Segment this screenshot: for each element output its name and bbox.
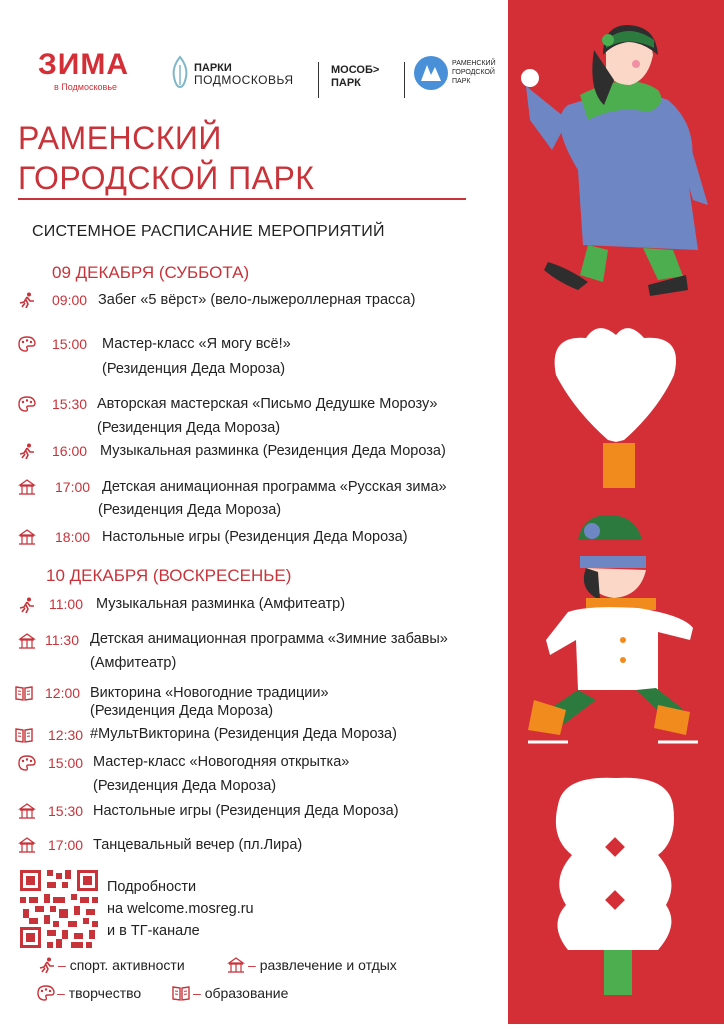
day-heading-sunday: 10 ДЕКАБРЯ (ВОСКРЕСЕНЬЕ)	[46, 566, 291, 586]
event-time: 11:30	[45, 632, 79, 648]
legend-edu	[193, 985, 288, 1001]
event-location: (Резиденция Деда Мороза)	[90, 700, 273, 722]
event-time: 09:00	[52, 292, 87, 308]
event-title: Музыкальная разминка (Амфитеатр)	[96, 593, 345, 615]
book-icon	[15, 727, 33, 743]
event-time: 15:30	[52, 396, 87, 412]
event-title: Авторская мастерская «Письмо Дедушке Морозу»	[97, 393, 437, 415]
event-title: Настольные игры (Резиденция Деда Мороза)	[102, 526, 408, 548]
qr-code[interactable]	[20, 870, 98, 948]
event-time: 15:00	[52, 336, 87, 352]
palette-icon	[18, 755, 36, 771]
event-time: 17:00	[48, 837, 83, 853]
legend-fun	[248, 957, 397, 973]
palette-icon	[18, 336, 36, 352]
zima-logo: ЗИМА	[38, 50, 129, 80]
event-location: (Резиденция Деда Мороза)	[98, 499, 281, 521]
winter-illustrations	[508, 0, 724, 1024]
book-icon	[15, 685, 33, 701]
more-info-line3: и в ТГ-канале	[107, 920, 254, 942]
event-time: 16:00	[52, 443, 87, 459]
event-title: Мастер-класс «Новогодняя открытка»	[93, 751, 349, 773]
event-title: Настольные игры (Резиденция Деда Мороза)	[93, 800, 399, 822]
legend-dash: –	[58, 957, 66, 973]
legend-fun-label: развлечение и отдых	[260, 957, 397, 973]
legend-creative-label: творчество	[69, 985, 142, 1001]
page-title-line2: ГОРОДСКОЙ ПАРК	[18, 158, 314, 198]
day-heading-saturday: 09 ДЕКАБРЯ (СУББОТА)	[52, 263, 249, 283]
more-info-text	[107, 876, 254, 942]
parki-logo	[194, 62, 294, 87]
parki-logo-line1: ПАРКИ	[194, 62, 294, 74]
event-title: Танцевальный вечер (пл.Лира)	[93, 834, 302, 856]
event-location: (Резиденция Деда Мороза)	[93, 775, 276, 797]
legend-dash: –	[248, 957, 256, 973]
decorative-panel	[508, 0, 724, 1024]
event-title: Мастер-класс «Я могу всё!»	[102, 333, 291, 355]
more-info-line1: Подробности	[107, 876, 254, 898]
legend-dash: –	[193, 985, 201, 1001]
carousel-icon	[18, 837, 36, 853]
carousel-icon	[18, 803, 36, 819]
event-title: Викторина «Новогодние традиции»	[90, 682, 329, 704]
ramenskiy-park-logo-line1: РАМЕНСКИЙ	[452, 60, 496, 69]
white-tree-2-illustration	[556, 778, 674, 995]
ramenskiy-park-logo-line2: ГОРОДСКОЙ	[452, 69, 496, 78]
palette-icon	[18, 396, 36, 412]
palette-icon	[37, 985, 55, 1001]
carousel-icon	[227, 957, 245, 973]
event-location: (Резиденция Деда Мороза)	[102, 358, 285, 380]
legend-creative	[57, 985, 141, 1001]
runner-icon	[18, 292, 36, 308]
event-time: 12:00	[45, 685, 80, 701]
ramenskiy-park-logo	[452, 60, 496, 86]
legend-sport-label: спорт. активности	[70, 957, 185, 973]
logo-divider	[318, 62, 319, 98]
book-icon	[172, 985, 190, 1001]
schedule-subtitle: СИСТЕМНОЕ РАСПИСАНИЕ МЕРОПРИЯТИЙ	[32, 223, 385, 241]
mosobpark-logo	[331, 64, 379, 90]
event-title: Детская анимационная программа «Зимние забавы»	[90, 628, 448, 650]
event-location: (Амфитеатр)	[90, 652, 176, 674]
ramenskiy-park-logo-icon	[413, 55, 449, 91]
page-title-line1: РАМЕНСКИЙ	[18, 118, 314, 158]
zima-logo-subtitle: в Подмосковье	[54, 82, 117, 92]
legend-sport	[58, 957, 185, 973]
event-title: Забег «5 вёрст» (вело-лыжероллерная трасса)	[98, 289, 415, 311]
parki-logo-line2: ПОДМОСКОВЬЯ	[194, 74, 294, 87]
mosobpark-logo-line1: МОСОБ>	[331, 64, 379, 77]
more-info-line2[interactable]: на welcome.mosreg.ru	[107, 898, 254, 920]
logo-divider	[404, 62, 405, 98]
event-time: 15:00	[48, 755, 83, 771]
white-tree-illustration	[555, 328, 676, 488]
event-time: 18:00	[55, 529, 90, 545]
ramenskiy-park-logo-line3: ПАРК	[452, 78, 496, 87]
event-time: 11:00	[49, 596, 83, 612]
title-divider	[18, 198, 466, 200]
legend-dash: –	[57, 985, 65, 1001]
event-location: (Резиденция Деда Мороза)	[97, 417, 280, 439]
child-skater-illustration	[528, 515, 698, 742]
carousel-icon	[18, 479, 36, 495]
carousel-icon	[18, 529, 36, 545]
parki-logo-icon	[168, 55, 192, 89]
legend-edu-label: образование	[205, 985, 289, 1001]
mosobpark-logo-line2: ПАРК	[331, 77, 379, 90]
event-time: 12:30	[48, 727, 83, 743]
carousel-icon	[18, 633, 36, 649]
event-time: 17:00	[55, 479, 90, 495]
runner-icon	[38, 957, 56, 973]
runner-icon	[18, 443, 36, 459]
runner-icon	[18, 597, 36, 613]
event-time: 15:30	[48, 803, 83, 819]
event-title: #МультВикторина (Резиденция Деда Мороза)	[90, 723, 397, 745]
page-title	[18, 118, 314, 198]
event-title: Музыкальная разминка (Резиденция Деда Мороза)	[100, 440, 446, 462]
girl-snowball-illustration	[521, 25, 708, 296]
event-title: Детская анимационная программа «Русская зима»	[102, 476, 447, 498]
